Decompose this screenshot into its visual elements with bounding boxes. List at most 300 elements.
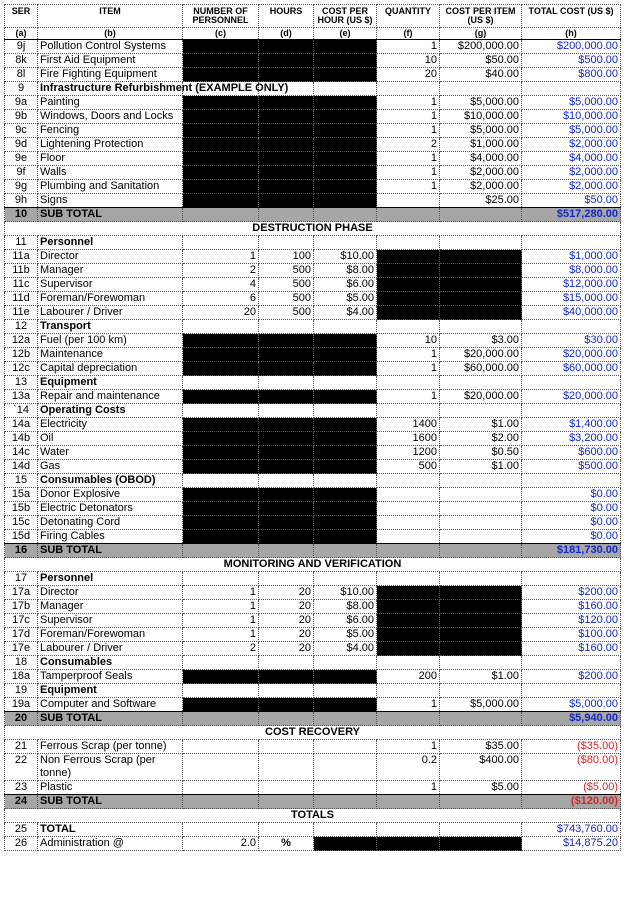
cost-per-item-cell bbox=[440, 614, 522, 628]
ser-cell: 14a bbox=[5, 418, 38, 432]
header-item: ITEM bbox=[38, 5, 183, 28]
hours-cell bbox=[259, 418, 314, 432]
personnel-cell bbox=[183, 138, 259, 152]
item-cell: Electricity bbox=[38, 418, 183, 432]
quantity-cell bbox=[377, 320, 440, 334]
table-row bbox=[5, 110, 621, 124]
personnel-cell bbox=[183, 432, 259, 446]
cost-per-hour-cell bbox=[314, 96, 377, 110]
item-cell: SUB TOTAL bbox=[38, 208, 183, 222]
item-cell: Tamperproof Seals bbox=[38, 670, 183, 684]
hours-cell: 20 bbox=[259, 628, 314, 642]
personnel-cell: 6 bbox=[183, 292, 259, 306]
cost-per-hour-cell bbox=[314, 124, 377, 138]
quantity-cell bbox=[377, 530, 440, 544]
ser-cell: 9b bbox=[5, 110, 38, 124]
cost-spreadsheet bbox=[4, 4, 620, 851]
header-ser: SER bbox=[5, 5, 38, 28]
total-cell: ($5.00) bbox=[522, 781, 621, 795]
item-cell: Equipment bbox=[38, 684, 183, 698]
hours-cell bbox=[259, 96, 314, 110]
hours-cell bbox=[259, 348, 314, 362]
cost-per-item-cell bbox=[440, 404, 522, 418]
total-cell: $20,000.00 bbox=[522, 348, 621, 362]
quantity-cell: 1 bbox=[377, 348, 440, 362]
item-cell: Administration @ bbox=[38, 837, 183, 851]
ser-cell: 8k bbox=[5, 54, 38, 68]
quantity-cell bbox=[377, 502, 440, 516]
total-cell: $1,000.00 bbox=[522, 250, 621, 264]
hours-cell bbox=[259, 124, 314, 138]
cost-per-item-cell: $2,000.00 bbox=[440, 166, 522, 180]
personnel-cell bbox=[183, 474, 259, 488]
cost-per-hour-cell bbox=[314, 712, 377, 726]
cost-per-item-cell bbox=[440, 488, 522, 502]
total-cell: $5,000.00 bbox=[522, 698, 621, 712]
ser-cell: 12b bbox=[5, 348, 38, 362]
personnel-cell: 1 bbox=[183, 600, 259, 614]
table-row bbox=[5, 334, 621, 348]
header-quantity: QUANTITY bbox=[377, 5, 440, 28]
total-cell: $5,000.00 bbox=[522, 124, 621, 138]
cost-per-hour-cell: $4.00 bbox=[314, 306, 377, 320]
quantity-cell bbox=[377, 712, 440, 726]
personnel-cell bbox=[183, 236, 259, 250]
cost-per-hour-cell: $5.00 bbox=[314, 628, 377, 642]
cost-per-hour-cell bbox=[314, 152, 377, 166]
table-row bbox=[5, 194, 621, 208]
cost-per-hour-cell: $4.00 bbox=[314, 642, 377, 656]
cost-per-hour-cell bbox=[314, 516, 377, 530]
table-row bbox=[5, 68, 621, 82]
item-cell: Manager bbox=[38, 264, 183, 278]
col-letter: (a) bbox=[5, 28, 38, 40]
total-cell: $5,000.00 bbox=[522, 96, 621, 110]
cost-per-hour-cell bbox=[314, 781, 377, 795]
cost-per-hour-cell bbox=[314, 68, 377, 82]
cost-per-item-cell bbox=[440, 236, 522, 250]
cost-per-hour-cell bbox=[314, 82, 377, 96]
ser-cell: 15b bbox=[5, 502, 38, 516]
total-cell: $60,000.00 bbox=[522, 362, 621, 376]
quantity-cell: 1 bbox=[377, 152, 440, 166]
section-header-row bbox=[5, 809, 621, 823]
cost-per-item-cell bbox=[440, 264, 522, 278]
personnel-cell bbox=[183, 362, 259, 376]
table-row bbox=[5, 670, 621, 684]
quantity-cell: 200 bbox=[377, 670, 440, 684]
col-letter: (b) bbox=[38, 28, 183, 40]
cost-per-item-cell: $2,000.00 bbox=[440, 180, 522, 194]
hours-cell bbox=[259, 446, 314, 460]
cost-per-hour-cell bbox=[314, 40, 377, 54]
total-cell: $517,280.00 bbox=[522, 208, 621, 222]
cost-per-hour-cell bbox=[314, 656, 377, 670]
item-cell: SUB TOTAL bbox=[38, 712, 183, 726]
personnel-cell bbox=[183, 544, 259, 558]
cost-per-item-cell bbox=[440, 208, 522, 222]
personnel-cell bbox=[183, 404, 259, 418]
cost-per-item-cell: $2.00 bbox=[440, 432, 522, 446]
cost-per-item-cell: $1.00 bbox=[440, 670, 522, 684]
total-cell: $0.00 bbox=[522, 502, 621, 516]
hours-cell bbox=[259, 684, 314, 698]
cost-per-hour-cell bbox=[314, 166, 377, 180]
col-letter: (h) bbox=[522, 28, 621, 40]
personnel-cell bbox=[183, 698, 259, 712]
cost-per-item-cell: $0.50 bbox=[440, 446, 522, 460]
quantity-cell: 1 bbox=[377, 698, 440, 712]
total-cell: $160.00 bbox=[522, 642, 621, 656]
cost-table bbox=[4, 4, 621, 851]
cost-per-item-cell bbox=[440, 823, 522, 837]
total-cell: $160.00 bbox=[522, 600, 621, 614]
table-row bbox=[5, 600, 621, 614]
cost-per-item-cell: $200,000.00 bbox=[440, 40, 522, 54]
total-cell: $743,760.00 bbox=[522, 823, 621, 837]
cost-per-hour-cell: $5.00 bbox=[314, 292, 377, 306]
cost-per-item-cell: $5,000.00 bbox=[440, 124, 522, 138]
total-cell: $120.00 bbox=[522, 614, 621, 628]
ser-cell: 14b bbox=[5, 432, 38, 446]
cost-per-item-cell: $5,000.00 bbox=[440, 96, 522, 110]
total-cell: $0.00 bbox=[522, 530, 621, 544]
cost-per-item-cell: $20,000.00 bbox=[440, 390, 522, 404]
total-cell: ($35.00) bbox=[522, 740, 621, 754]
ser-cell: 12c bbox=[5, 362, 38, 376]
item-cell: Consumables (OBOD) bbox=[38, 474, 183, 488]
personnel-cell: 2 bbox=[183, 264, 259, 278]
cost-per-item-cell bbox=[440, 600, 522, 614]
col-letter: (e) bbox=[314, 28, 377, 40]
total-cell: $10,000.00 bbox=[522, 110, 621, 124]
hours-cell: 500 bbox=[259, 292, 314, 306]
cost-per-item-cell: $400.00 bbox=[440, 754, 522, 781]
hours-cell bbox=[259, 712, 314, 726]
cost-per-hour-cell bbox=[314, 348, 377, 362]
cost-per-hour-cell bbox=[314, 754, 377, 781]
cost-per-item-cell: $4,000.00 bbox=[440, 152, 522, 166]
cost-per-item-cell bbox=[440, 628, 522, 642]
table-row bbox=[5, 180, 621, 194]
ser-cell: 15c bbox=[5, 516, 38, 530]
item-cell: Donor Explosive bbox=[38, 488, 183, 502]
hours-cell bbox=[259, 208, 314, 222]
quantity-cell: 1 bbox=[377, 124, 440, 138]
hours-cell: 500 bbox=[259, 306, 314, 320]
cost-per-item-cell: $40.00 bbox=[440, 68, 522, 82]
ser-cell: 15 bbox=[5, 474, 38, 488]
personnel-cell bbox=[183, 376, 259, 390]
personnel-cell bbox=[183, 110, 259, 124]
item-cell: Maintenance bbox=[38, 348, 183, 362]
item-cell: Director bbox=[38, 250, 183, 264]
ser-cell: `14 bbox=[5, 404, 38, 418]
ser-cell: 10 bbox=[5, 208, 38, 222]
cost-per-hour-cell: $8.00 bbox=[314, 600, 377, 614]
total-cell: $600.00 bbox=[522, 446, 621, 460]
quantity-cell bbox=[377, 572, 440, 586]
table-row bbox=[5, 404, 621, 418]
hours-cell bbox=[259, 572, 314, 586]
cost-per-item-cell: $1,000.00 bbox=[440, 138, 522, 152]
personnel-cell bbox=[183, 208, 259, 222]
total-cell: $500.00 bbox=[522, 54, 621, 68]
total-cell: $1,400.00 bbox=[522, 418, 621, 432]
cost-per-hour-cell bbox=[314, 474, 377, 488]
quantity-cell: 1 bbox=[377, 40, 440, 54]
cost-per-item-cell: $3.00 bbox=[440, 334, 522, 348]
personnel-cell bbox=[183, 781, 259, 795]
total-cell: $200,000.00 bbox=[522, 40, 621, 54]
table-row bbox=[5, 152, 621, 166]
personnel-cell bbox=[183, 320, 259, 334]
hours-cell bbox=[259, 54, 314, 68]
hours-cell bbox=[259, 474, 314, 488]
quantity-cell: 2 bbox=[377, 138, 440, 152]
ser-cell: 9a bbox=[5, 96, 38, 110]
item-cell: Supervisor bbox=[38, 278, 183, 292]
item-cell: Operating Costs bbox=[38, 404, 183, 418]
item-cell: SUB TOTAL bbox=[38, 795, 183, 809]
cost-per-hour-cell bbox=[314, 544, 377, 558]
header-cost-per-item: COST PER ITEM (US $) bbox=[440, 5, 522, 28]
cost-per-hour-cell bbox=[314, 236, 377, 250]
hours-cell bbox=[259, 488, 314, 502]
quantity-cell: 0.2 bbox=[377, 754, 440, 781]
subtotal-row bbox=[5, 544, 621, 558]
cost-per-hour-cell bbox=[314, 390, 377, 404]
quantity-cell bbox=[377, 306, 440, 320]
item-cell: Foreman/Forewoman bbox=[38, 628, 183, 642]
table-row bbox=[5, 698, 621, 712]
cost-per-item-cell: $50.00 bbox=[440, 54, 522, 68]
ser-cell: 9 bbox=[5, 82, 38, 96]
table-row bbox=[5, 684, 621, 698]
ser-cell: 21 bbox=[5, 740, 38, 754]
cost-per-hour-cell bbox=[314, 837, 377, 851]
table-row bbox=[5, 460, 621, 474]
quantity-cell: 10 bbox=[377, 334, 440, 348]
ser-cell: 17a bbox=[5, 586, 38, 600]
table-row bbox=[5, 516, 621, 530]
section-title: DESTRUCTION PHASE bbox=[5, 222, 621, 236]
personnel-cell: 2 bbox=[183, 642, 259, 656]
header-letter-row bbox=[5, 28, 621, 40]
personnel-cell bbox=[183, 684, 259, 698]
table-row bbox=[5, 530, 621, 544]
ser-cell: 11a bbox=[5, 250, 38, 264]
quantity-cell bbox=[377, 82, 440, 96]
hours-cell: % bbox=[259, 837, 314, 851]
item-cell: Director bbox=[38, 586, 183, 600]
total-cell: $2,000.00 bbox=[522, 138, 621, 152]
total-cell: $4,000.00 bbox=[522, 152, 621, 166]
cost-per-item-cell bbox=[440, 250, 522, 264]
quantity-cell bbox=[377, 642, 440, 656]
ser-cell: 23 bbox=[5, 781, 38, 795]
total-cell bbox=[522, 236, 621, 250]
cost-per-hour-cell bbox=[314, 404, 377, 418]
personnel-cell: 2.0 bbox=[183, 837, 259, 851]
personnel-cell bbox=[183, 166, 259, 180]
cost-per-item-cell bbox=[440, 642, 522, 656]
hours-cell bbox=[259, 823, 314, 837]
cost-per-hour-cell bbox=[314, 670, 377, 684]
hours-cell bbox=[259, 502, 314, 516]
ser-cell: 17 bbox=[5, 572, 38, 586]
hours-cell bbox=[259, 432, 314, 446]
hours-cell bbox=[259, 740, 314, 754]
ser-cell: 24 bbox=[5, 795, 38, 809]
personnel-cell bbox=[183, 334, 259, 348]
item-cell: Walls bbox=[38, 166, 183, 180]
total-cell: $500.00 bbox=[522, 460, 621, 474]
cost-per-hour-cell bbox=[314, 572, 377, 586]
ser-cell: 17d bbox=[5, 628, 38, 642]
quantity-cell bbox=[377, 474, 440, 488]
col-letter: (d) bbox=[259, 28, 314, 40]
table-row bbox=[5, 306, 621, 320]
total-cell: $8,000.00 bbox=[522, 264, 621, 278]
ser-cell: 22 bbox=[5, 754, 38, 781]
cost-per-hour-cell bbox=[314, 530, 377, 544]
table-row bbox=[5, 250, 621, 264]
subtotal-row bbox=[5, 208, 621, 222]
item-cell: Floor bbox=[38, 152, 183, 166]
header-total-cost: TOTAL COST (US $) bbox=[522, 5, 621, 28]
header-cost-per-hour: COST PER HOUR (US $) bbox=[314, 5, 377, 28]
cost-per-hour-cell bbox=[314, 110, 377, 124]
personnel-cell: 1 bbox=[183, 628, 259, 642]
cost-per-hour-cell bbox=[314, 446, 377, 460]
cost-per-item-cell bbox=[440, 376, 522, 390]
quantity-cell bbox=[377, 250, 440, 264]
total-cell: ($120.00) bbox=[522, 795, 621, 809]
cost-per-hour-cell bbox=[314, 460, 377, 474]
ser-cell: 19 bbox=[5, 684, 38, 698]
item-cell: Lightening Protection bbox=[38, 138, 183, 152]
personnel-cell bbox=[183, 348, 259, 362]
table-row bbox=[5, 586, 621, 600]
quantity-cell bbox=[377, 795, 440, 809]
cost-per-item-cell bbox=[440, 516, 522, 530]
quantity-cell bbox=[377, 837, 440, 851]
item-cell: Windows, Doors and Locks bbox=[38, 110, 183, 124]
quantity-cell bbox=[377, 264, 440, 278]
cost-per-hour-cell bbox=[314, 376, 377, 390]
hours-cell bbox=[259, 795, 314, 809]
hours-cell bbox=[259, 166, 314, 180]
cost-per-item-cell bbox=[440, 82, 522, 96]
ser-cell: 17c bbox=[5, 614, 38, 628]
item-cell: Fire Fighting Equipment bbox=[38, 68, 183, 82]
quantity-cell bbox=[377, 656, 440, 670]
cost-per-item-cell: $20,000.00 bbox=[440, 348, 522, 362]
col-letter: (g) bbox=[440, 28, 522, 40]
cost-per-hour-cell bbox=[314, 194, 377, 208]
cost-per-item-cell: $1.00 bbox=[440, 460, 522, 474]
hours-cell bbox=[259, 390, 314, 404]
ser-cell: 12 bbox=[5, 320, 38, 334]
total-cell bbox=[522, 572, 621, 586]
total-cell: ($80.00) bbox=[522, 754, 621, 781]
hours-cell: 100 bbox=[259, 250, 314, 264]
item-cell: Detonating Cord bbox=[38, 516, 183, 530]
table-row bbox=[5, 278, 621, 292]
cost-per-item-cell bbox=[440, 306, 522, 320]
personnel-cell bbox=[183, 754, 259, 781]
item-cell: Supervisor bbox=[38, 614, 183, 628]
item-cell: Labourer / Driver bbox=[38, 642, 183, 656]
cost-per-item-cell bbox=[440, 320, 522, 334]
cost-per-hour-cell: $10.00 bbox=[314, 586, 377, 600]
table-row bbox=[5, 837, 621, 851]
personnel-cell bbox=[183, 390, 259, 404]
ser-cell: 20 bbox=[5, 712, 38, 726]
table-row bbox=[5, 823, 621, 837]
total-cell: $12,000.00 bbox=[522, 278, 621, 292]
total-cell: $3,200.00 bbox=[522, 432, 621, 446]
item-cell: Plumbing and Sanitation bbox=[38, 180, 183, 194]
total-cell: $14,875.20 bbox=[522, 837, 621, 851]
table-row bbox=[5, 362, 621, 376]
ser-cell: 18 bbox=[5, 656, 38, 670]
personnel-cell bbox=[183, 516, 259, 530]
item-cell: SUB TOTAL bbox=[38, 544, 183, 558]
subtotal-row bbox=[5, 795, 621, 809]
table-row bbox=[5, 40, 621, 54]
hours-cell bbox=[259, 544, 314, 558]
table-row bbox=[5, 54, 621, 68]
table-row bbox=[5, 656, 621, 670]
table-row bbox=[5, 572, 621, 586]
cost-per-item-cell bbox=[440, 530, 522, 544]
total-cell: $5,940.00 bbox=[522, 712, 621, 726]
personnel-cell bbox=[183, 180, 259, 194]
col-letter: (f) bbox=[377, 28, 440, 40]
item-cell: Computer and Software bbox=[38, 698, 183, 712]
hours-cell bbox=[259, 698, 314, 712]
item-cell: Plastic bbox=[38, 781, 183, 795]
ser-cell: 9g bbox=[5, 180, 38, 194]
cost-per-item-cell bbox=[440, 795, 522, 809]
personnel-cell bbox=[183, 40, 259, 54]
item-cell: Manager bbox=[38, 600, 183, 614]
table-row bbox=[5, 781, 621, 795]
hours-cell bbox=[259, 670, 314, 684]
quantity-cell: 10 bbox=[377, 54, 440, 68]
ser-cell: 9c bbox=[5, 124, 38, 138]
cost-per-item-cell bbox=[440, 586, 522, 600]
hours-cell: 20 bbox=[259, 614, 314, 628]
item-cell: Transport bbox=[38, 320, 183, 334]
quantity-cell: 500 bbox=[377, 460, 440, 474]
cost-per-item-cell bbox=[440, 712, 522, 726]
table-row bbox=[5, 292, 621, 306]
section-title: TOTALS bbox=[5, 809, 621, 823]
table-row bbox=[5, 138, 621, 152]
ser-cell: 17e bbox=[5, 642, 38, 656]
hours-cell bbox=[259, 516, 314, 530]
table-row bbox=[5, 614, 621, 628]
ser-cell: 26 bbox=[5, 837, 38, 851]
table-row bbox=[5, 320, 621, 334]
total-cell bbox=[522, 474, 621, 488]
quantity-cell: 1200 bbox=[377, 446, 440, 460]
quantity-cell bbox=[377, 208, 440, 222]
personnel-cell bbox=[183, 795, 259, 809]
